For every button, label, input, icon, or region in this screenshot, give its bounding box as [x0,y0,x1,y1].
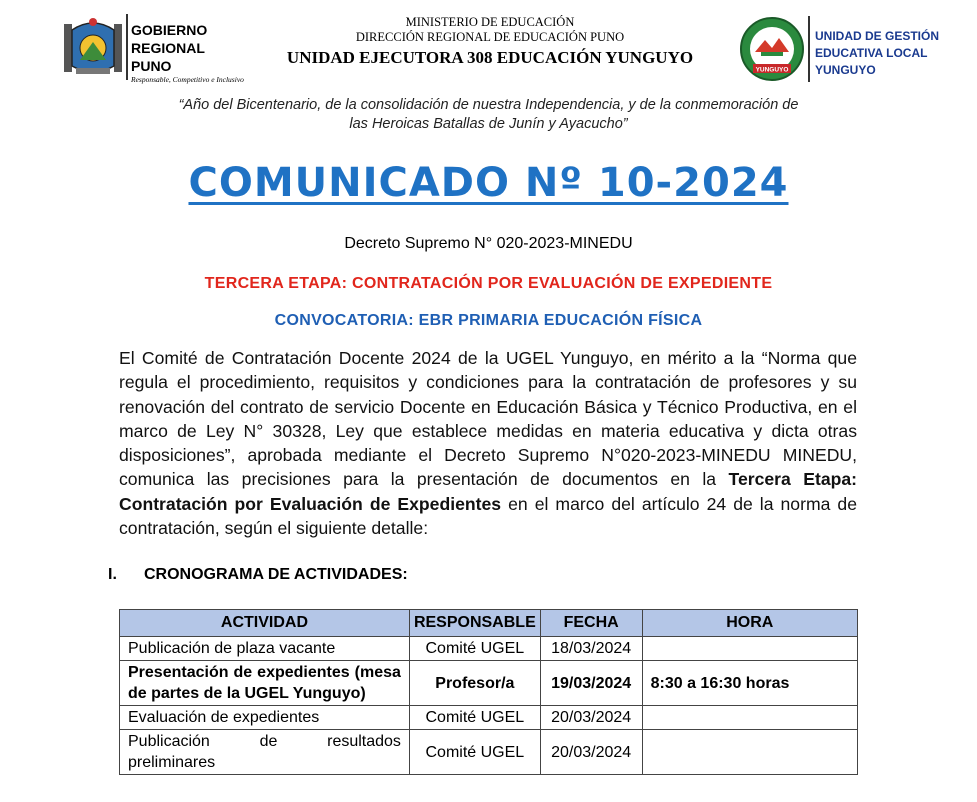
body-bold-phrase: Tercera Etapa: Contratación por Evaluación de Expedientes [119,469,857,514]
year-motto [90,96,887,134]
cell-date: 18/03/2024 [540,637,642,661]
cell-time [642,637,857,661]
header-date: FECHA [540,610,642,637]
section-number: I. [108,566,117,583]
cell-time [642,706,857,730]
table-row [120,730,858,775]
body-part-1: El Comité de Contratación Docente 2024 de la UGEL Yunguyo, en mérito a la “Norma que regula el procedimiento, requisitos y condiciones para la contratación de profesores y su renovación del contrato de servicio Docente en Educación Básica y Técnico Productiva, en el marco de Ley N° 30328, Ley que establece medidas en materia educativa y dicta otras disposiciones”, aprobada mediante el Decreto Supremo N°020-2023-MINEDU MINEDU, comunica las precisiones para la presentación de documentos en la [119,348,857,490]
ugel-line-2: EDUCATIVA LOCAL [815,46,928,60]
cell-activity: Presentación de expedientes (mesa de partes de la UGEL Yunguyo) [120,661,410,706]
gov-line-1: GOBIERNO [131,22,208,38]
cell-date: 19/03/2024 [540,661,642,706]
seal-label: YUNGUYO [755,66,789,74]
ugel-name-text [815,28,939,79]
ministry-name: MINISTERIO DE EDUCACIÓN [405,15,575,29]
document-title [0,160,977,206]
schedule-table [119,609,858,775]
cell-responsible: Profesor/a [409,661,540,706]
document-title-text: COMUNICADO Nº 10-2024 [188,160,789,206]
table-header-row [120,610,858,637]
cell-activity: Publicación de resultados preliminares [120,730,410,775]
ugel-line-1: UNIDAD DE GESTIÓN [815,29,940,43]
cell-activity: Evaluación de expedientes [120,706,410,730]
header-responsible: RESPONSABLE [409,610,540,637]
cell-date: 20/03/2024 [540,730,642,775]
body-part-2: en el marco del artículo 24 de la norma de contratación, según el siguiente detalle: [119,493,857,539]
header-divider [126,14,128,80]
header-divider-right [808,16,810,82]
gobierno-regional-text [131,21,207,75]
cell-time: 8:30 a 16:30 horas [642,661,857,706]
ugel-line-3: YUNGUYO [815,63,876,77]
convocatoria-heading: CONVOCATORIA: EBR PRIMARIA EDUCACIÓN FÍSICA [274,312,703,329]
cell-responsible: Comité UGEL [409,730,540,775]
body-paragraph [119,346,857,540]
year-motto-line-2: las Heroicas Batallas de Junín y Ayacucho” [349,116,628,132]
header-time: HORA [642,610,857,637]
decree-reference: Decreto Supremo N° 020-2023-MINEDU [344,235,633,252]
document-header [0,0,977,95]
gov-line-2: REGIONAL [131,40,205,56]
ugel-yunguyo-seal-icon [739,16,805,82]
gov-line-3: PUNO [131,58,172,74]
stage-heading: TERCERA ETAPA: CONTRATACIÓN POR EVALUACIÓN DE EXPEDIENTE [204,275,773,292]
year-motto-line-1: “Año del Bicentenario, de la consolidación de nuestra Independencia, y de la conmemoración de [178,97,799,113]
direction-name: DIRECCIÓN REGIONAL DE EDUCACIÓN PUNO [355,30,625,44]
section-title: CRONOGRAMA DE ACTIVIDADES: [144,566,408,583]
cell-activity: Publicación de plaza vacante [120,637,410,661]
institution-heading [240,15,740,69]
table-row [120,661,858,706]
gov-slogan: Responsable, Competitivo e Inclusivo [131,75,244,84]
header-activity: ACTIVIDAD [120,610,410,637]
section-heading [108,566,408,584]
table-row [120,637,858,661]
cell-responsible: Comité UGEL [409,706,540,730]
cell-responsible: Comité UGEL [409,637,540,661]
cell-date: 20/03/2024 [540,706,642,730]
executing-unit-name: UNIDAD EJECUTORA 308 EDUCACIÓN YUNGUYO [286,48,694,67]
cell-time [642,730,857,775]
gobierno-regional-puno-logo-icon [62,14,124,80]
table-row [120,706,858,730]
